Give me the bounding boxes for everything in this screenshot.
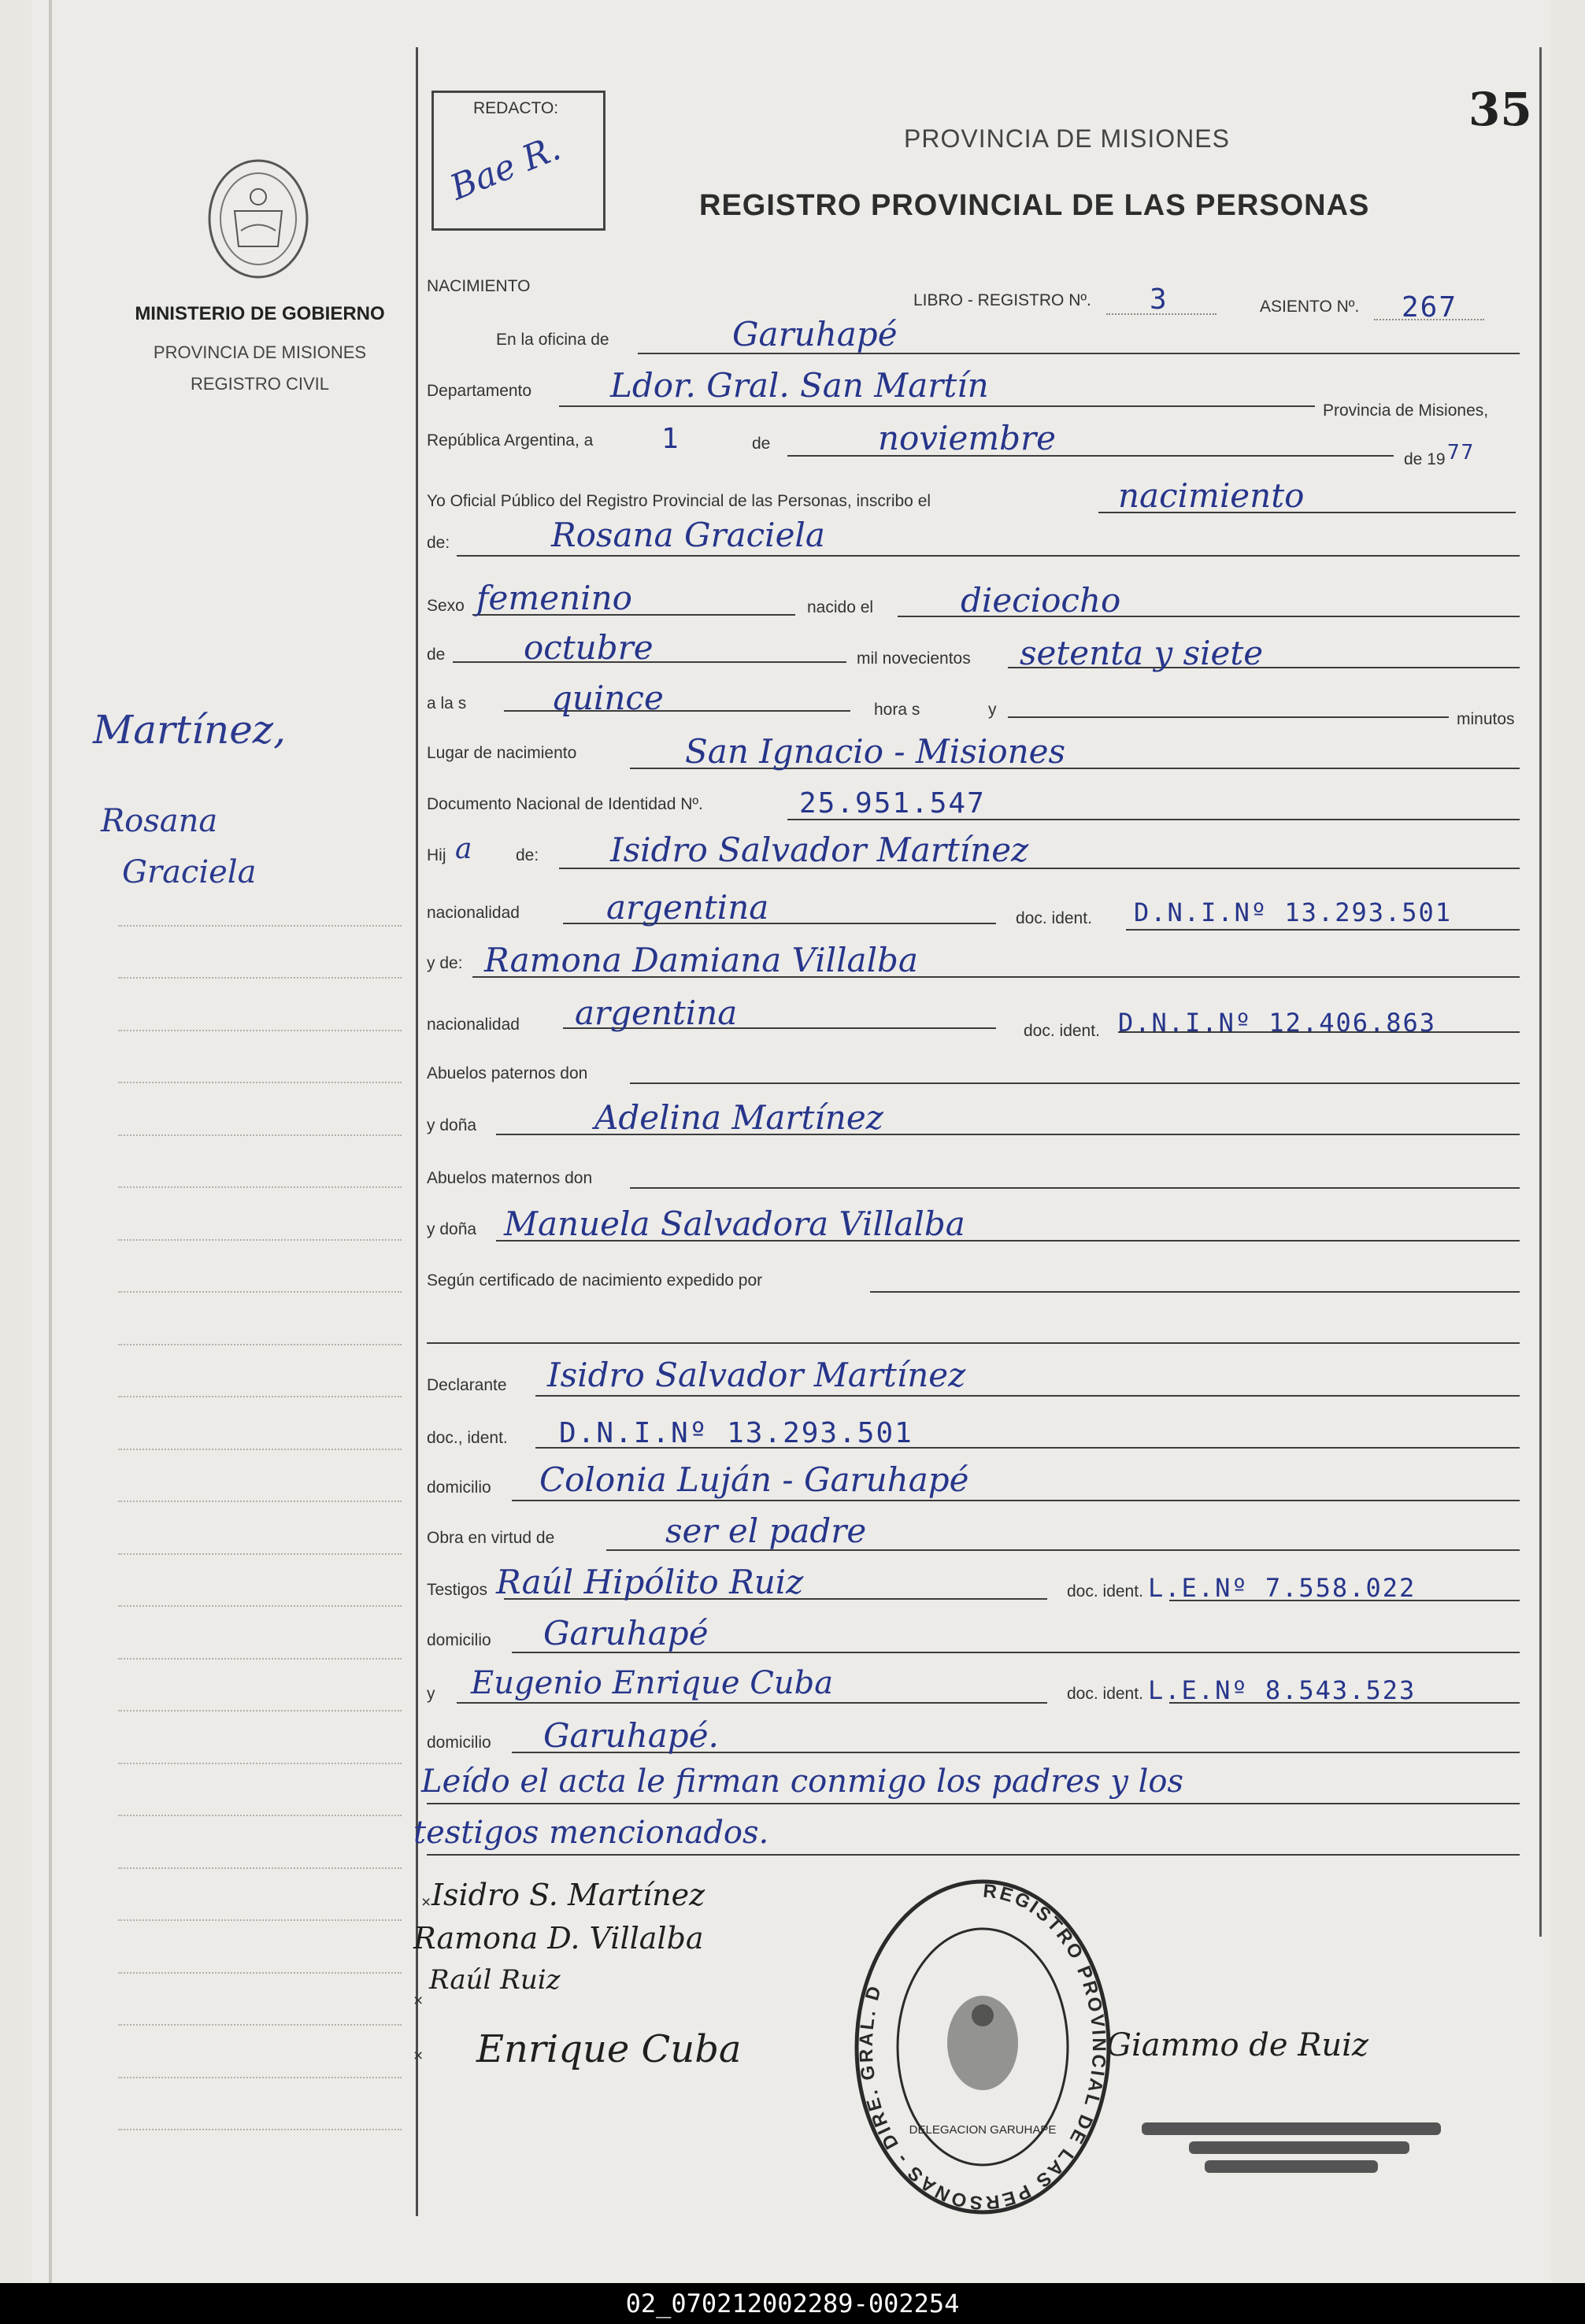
y-label: y bbox=[988, 701, 997, 719]
closing-line2: testigos mencionados. bbox=[413, 1815, 769, 1851]
declarante-doc-value: D.N.I.Nº 13.293.501 bbox=[559, 1417, 913, 1449]
image-id-footer: 02_070212002289-002254 bbox=[0, 2283, 1585, 2324]
de-mes-label: de bbox=[427, 646, 446, 664]
hora-label: hora s bbox=[874, 701, 920, 719]
sexo-value: femenino bbox=[476, 579, 632, 617]
ab-mat-dona-label: y doña bbox=[427, 1220, 477, 1238]
minutos-label: minutos bbox=[1457, 710, 1515, 728]
declarante-value: Isidro Salvador Martínez bbox=[547, 1356, 966, 1394]
mil-label: mil novecientos bbox=[857, 649, 971, 668]
ministry-province: PROVINCIA DE MISIONES bbox=[153, 342, 367, 362]
margin-surname: Martínez, bbox=[93, 707, 287, 753]
redacto-value: Bae R. bbox=[444, 128, 566, 209]
signature-witness2: Enrique Cuba bbox=[476, 2027, 742, 2071]
mes-nac-value: octubre bbox=[524, 628, 654, 667]
mes-value: noviembre bbox=[878, 419, 1056, 457]
dni-value: 25.951.547 bbox=[799, 787, 986, 820]
departamento-value: Ldor. Gral. San Martín bbox=[610, 366, 989, 405]
testigo1-dom-value: Garuhapé bbox=[543, 1614, 709, 1652]
segun-label: Según certificado de nacimiento expedido por bbox=[427, 1271, 763, 1290]
testigo1-doc-value: L.E.Nº 7.558.022 bbox=[1148, 1573, 1417, 1603]
margin-lines bbox=[118, 874, 402, 2130]
libro-label: LIBRO - REGISTRO Nº. bbox=[913, 291, 1091, 309]
testigo2-value: Eugenio Enrique Cuba bbox=[471, 1665, 834, 1701]
republica-label: República Argentina, a bbox=[427, 431, 594, 450]
y2-label: y bbox=[427, 1685, 435, 1703]
testigo1-doc-label: doc. ident. bbox=[1067, 1582, 1143, 1601]
yo-oficial-text: Yo Oficial Público del Registro Provincial de las Personas, inscribo el bbox=[427, 492, 931, 510]
oficina-value: Garuhapé bbox=[732, 315, 898, 353]
dia-nac-value: dieciocho bbox=[961, 581, 1121, 620]
asiento-label: ASIENTO Nº. bbox=[1260, 298, 1360, 316]
de-label: de bbox=[752, 435, 771, 453]
acto-value: nacimiento bbox=[1118, 476, 1305, 515]
stamp-ring-text: REGISTRO PROVINCIAL DE LAS PERSONAS - DIRE. GRAL. D bbox=[855, 1880, 1109, 2214]
asiento-value: 267 bbox=[1402, 291, 1458, 324]
padre-doc-value: D.N.I.Nº 13.293.501 bbox=[1134, 897, 1453, 927]
sexo-label: Sexo bbox=[427, 597, 465, 615]
padre-nac-value: argentina bbox=[606, 888, 769, 927]
anio-value: 77 bbox=[1447, 441, 1476, 464]
redacto-label: REDACTO: bbox=[473, 99, 559, 117]
abuela-mat-value: Manuela Salvadora Villalba bbox=[504, 1205, 965, 1243]
lugar-value: San Ignacio - Misiones bbox=[685, 732, 1066, 771]
stamp-inner-text: DELEGACION GARUHAPE bbox=[909, 2123, 1057, 2137]
official-name-stamp bbox=[1142, 2116, 1457, 2203]
padre-nac-label: nacionalidad bbox=[427, 904, 520, 922]
margin-given2: Graciela bbox=[122, 854, 257, 890]
registry-stamp bbox=[849, 1874, 1117, 2220]
yde-label: y de: bbox=[427, 954, 463, 972]
ab-mat-label: Abuelos maternos don bbox=[427, 1169, 593, 1187]
anio-label: de 19 bbox=[1404, 450, 1446, 468]
testigo1-dom-label: domicilio bbox=[427, 1631, 491, 1649]
declarante-dom-value: Colonia Luján - Garuhapé bbox=[539, 1460, 969, 1499]
province-header: PROVINCIA DE MISIONES bbox=[904, 124, 1230, 153]
right-rule bbox=[1539, 47, 1542, 1937]
margin-divider bbox=[416, 47, 418, 2216]
dni-label: Documento Nacional de Identidad Nº. bbox=[427, 795, 703, 813]
page-number: 35 bbox=[1468, 83, 1532, 136]
testigo2-doc-label: doc. ident. bbox=[1067, 1685, 1143, 1703]
obra-value: ser el padre bbox=[665, 1512, 867, 1550]
madre-doc-value: D.N.I.Nº 12.406.863 bbox=[1118, 1008, 1437, 1038]
de-nombre-label: de: bbox=[427, 534, 450, 552]
hijo-label: Hij bbox=[427, 846, 446, 864]
anio-nac-value: setenta y siete bbox=[1020, 634, 1264, 672]
record-type: NACIMIENTO bbox=[427, 277, 531, 295]
coat-of-arms-seal bbox=[203, 156, 313, 282]
lugar-label: Lugar de nacimiento bbox=[427, 744, 577, 762]
docident-label: doc., ident. bbox=[427, 1429, 508, 1447]
signature-mother: Ramona D. Villalba bbox=[413, 1921, 704, 1956]
declarante-label: Declarante bbox=[427, 1376, 507, 1394]
abuela-pat-value: Adelina Martínez bbox=[594, 1098, 883, 1137]
registry-header: REGISTRO PROVINCIAL DE LAS PERSONAS bbox=[699, 189, 1370, 222]
hijo-de-label: de: bbox=[516, 846, 539, 864]
closing-line1: Leído el acta le firman conmigo los padres y los bbox=[421, 1763, 1184, 1800]
madre-value: Ramona Damiana Villalba bbox=[484, 941, 918, 979]
ab-pat-dona-label: y doña bbox=[427, 1116, 477, 1134]
testigo2-doc-value: L.E.Nº 8.543.523 bbox=[1148, 1675, 1417, 1705]
dia-value: 1 bbox=[661, 423, 680, 455]
hora-value: quince bbox=[551, 679, 664, 717]
ala-label: a la s bbox=[427, 694, 467, 712]
signature-official: Giammo de Ruiz bbox=[1106, 2027, 1368, 2063]
libro-value: 3 bbox=[1150, 283, 1168, 316]
testigo2-dom-value: Garuhapé. bbox=[543, 1716, 719, 1755]
ministry-name: MINISTERIO DE GOBIERNO bbox=[135, 303, 385, 324]
oficina-label: En la oficina de bbox=[496, 331, 609, 349]
redacto-box bbox=[431, 91, 605, 231]
margin-given1: Rosana bbox=[101, 803, 218, 839]
padre-doc-label: doc. ident. bbox=[1016, 909, 1092, 927]
signature-father: Isidro S. Martínez bbox=[431, 1878, 705, 1912]
padre-value: Isidro Salvador Martínez bbox=[610, 831, 1029, 869]
departamento-label: Departamento bbox=[427, 382, 532, 400]
hijo-suffix: a bbox=[455, 833, 472, 865]
madre-nac-value: argentina bbox=[575, 994, 738, 1032]
nacido-label: nacido el bbox=[807, 598, 874, 616]
obra-label: Obra en virtud de bbox=[427, 1529, 555, 1547]
madre-nac-label: nacionalidad bbox=[427, 1016, 520, 1034]
madre-doc-label: doc. ident. bbox=[1024, 1022, 1100, 1040]
testigo2-dom-label: domicilio bbox=[427, 1734, 491, 1752]
nombre-value: Rosana Graciela bbox=[551, 516, 825, 554]
testigo1-value: Raúl Hipólito Ruiz bbox=[496, 1563, 804, 1601]
signature-witness1: Raúl Ruiz bbox=[429, 1964, 561, 1996]
declarante-dom-label: domicilio bbox=[427, 1478, 491, 1497]
testigos-label: Testigos bbox=[427, 1581, 488, 1599]
provincia-label: Provincia de Misiones, bbox=[1323, 402, 1489, 420]
binding-edge bbox=[49, 0, 52, 2283]
ministry-registry: REGISTRO CIVIL bbox=[190, 374, 330, 394]
ab-pat-label: Abuelos paternos don bbox=[427, 1064, 588, 1082]
